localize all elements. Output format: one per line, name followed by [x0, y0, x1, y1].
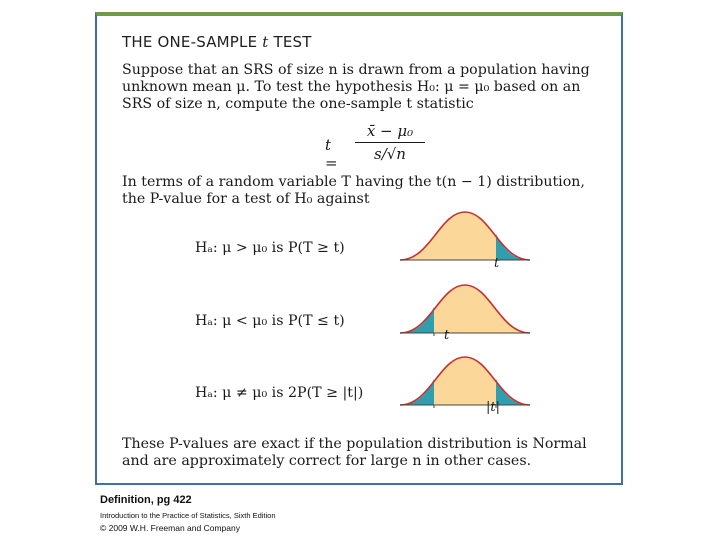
curve-label-t: t — [444, 328, 450, 343]
intro-paragraph: Suppose that an SRS of size n is drawn from a population having unknown mean μ. To test the hypothesis H₀: μ = μ₀ based on an SRS of size n, compute the one-sample t statistic — [122, 62, 590, 112]
curve-label-t: t — [494, 256, 500, 271]
formula-fraction — [355, 122, 425, 163]
formula-denominator: s/√n — [374, 145, 406, 163]
curve-left-tail — [400, 283, 530, 347]
curve-right-tail — [400, 210, 530, 274]
box-title: THE ONE-SAMPLE t TEST — [122, 33, 312, 51]
book-title: Introduction to the Practice of Statistics, Sixth Edition — [100, 511, 276, 520]
curve-two-tails — [400, 355, 530, 419]
alternative-two-sided: Hₐ: μ ≠ μ₀ is 2P(T ≥ |t|) — [195, 385, 364, 401]
alternative-greater: Hₐ: μ > μ₀ is P(T ≥ t) — [195, 240, 345, 256]
curve-label-abs-t: |t| — [486, 400, 500, 415]
formula-lhs: t = — [325, 136, 338, 172]
copyright-notice: © 2009 W.H. Freeman and Company — [100, 523, 240, 533]
pvalue-intro-paragraph: In terms of a random variable T having the t(n − 1) distribution, the P-value for a test of H₀ against — [122, 174, 585, 207]
formula-numerator: x̄ − μ₀ — [366, 122, 414, 140]
definition-reference: Definition, pg 422 — [100, 494, 192, 506]
alternative-less: Hₐ: μ < μ₀ is P(T ≤ t) — [195, 313, 345, 329]
closing-paragraph: These P-values are exact if the population distribution is Normal and are approximately correct for large n in other cases. — [122, 436, 587, 469]
